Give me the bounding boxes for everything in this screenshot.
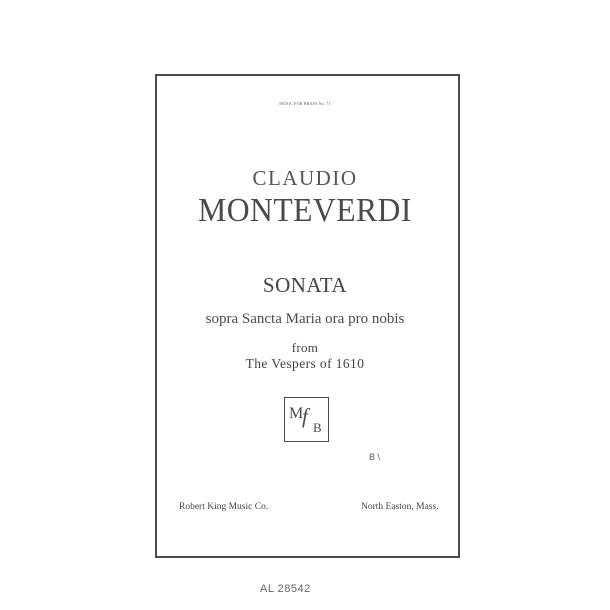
from-label: from (291, 340, 319, 355)
publisher-name: Robert King Music Co. (179, 502, 269, 512)
composer-last-name: MONTEVERDI (198, 192, 412, 229)
publisher-logo (284, 397, 329, 442)
logo-letter-m: M (289, 405, 304, 422)
publisher-location: North Easton, Mass. (361, 502, 439, 512)
composer-first-name: CLAUDIO (252, 166, 358, 190)
stock-number-stamp: AL 28542 (260, 583, 311, 595)
work-title: SONATA (262, 273, 348, 297)
source-work: The Vespers of 1610 (245, 356, 365, 371)
work-subtitle: sopra Sancta Maria ora pro nobis (205, 311, 405, 327)
logo-letter-f: f (302, 404, 308, 428)
series-label: MUSIC FOR BRASS No. 71 (279, 101, 331, 106)
logo-letter-b: B (313, 420, 322, 435)
handwritten-mark: B \ (369, 452, 381, 462)
